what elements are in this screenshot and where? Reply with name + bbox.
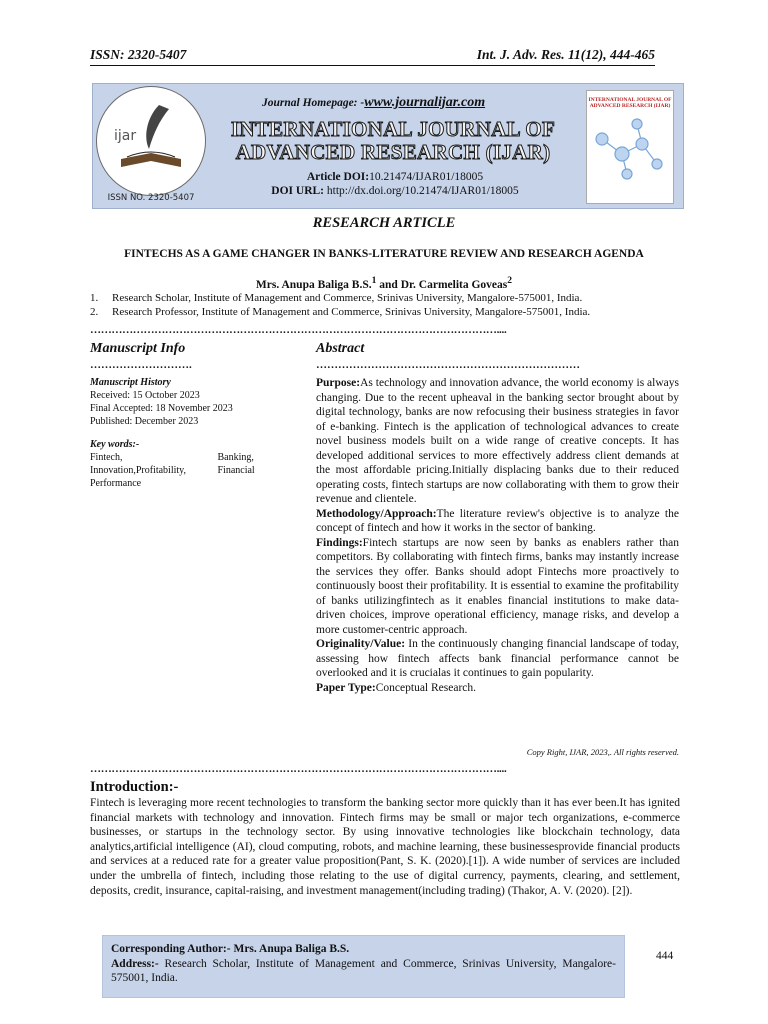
- affiliation-1-text: Research Scholar, Institute of Management and Commerce, Srinivas University, Mangalore-575001, India.: [112, 292, 583, 304]
- affiliation-2: [90, 306, 590, 318]
- findings-label: Findings:: [316, 536, 363, 549]
- keywords-label: Key words:-: [90, 439, 140, 450]
- keyword: Financial: [217, 465, 255, 476]
- abstract-dots: ………………………………………………………………: [316, 359, 580, 371]
- authors: [0, 275, 768, 291]
- paper-title: FINTECHS AS A GAME CHANGER IN BANKS-LITERATURE REVIEW AND RESEARCH AGENDA: [124, 248, 644, 260]
- introduction-text: Fintech is leveraging more recent technologies to transform the banking sector more quickly than it has ever been.It has ignited financial markets with technology and innovation. Fintech firms may be small or major tech organizations, e-commerce businesses, or startups in the technology sector. By using innovative technologies like blockchain technology, data analytics,artificial intelligence (AI), cloud computing, robots, and machine learning, these businessesprovide financial products and services at a reduced rate for a greater value proposition(Pant, S. K. (2020).[1]). A wide number of services are included under the umbrella of fintech, including those relating to the use of digital currency, payments, clearing, and settlement, deposits, credit, insurance, capital-raising, and investment management(including trading) (Thakor, A. V. (2020). [2]).: [90, 797, 680, 897]
- author-1: Mrs. Anupa Baliga B.S.: [255, 278, 372, 291]
- affiliation-2-text: Research Professor, Institute of Management and Commerce, Srinivas University, Mangalore-575001, India.: [112, 306, 591, 318]
- homepage-link[interactable]: www.journalijar.com: [364, 95, 486, 110]
- doi-label: Article DOI:: [306, 171, 370, 183]
- abstract-body: [316, 376, 679, 695]
- ijar-logo: [96, 86, 206, 196]
- corresponding-author-box: [102, 935, 625, 998]
- authors-and: and: [376, 278, 401, 291]
- author-2: Dr. Carmelita Goveas: [400, 278, 508, 291]
- manuscript-info: [90, 376, 265, 490]
- keyword: Performance: [90, 478, 142, 489]
- method-label: Methodology/Approach:: [316, 507, 437, 520]
- received-date: Received: 15 October 2023: [90, 390, 200, 401]
- manuscript-dots: ……………………….: [90, 359, 192, 371]
- divider-dots-bottom: ……………………………………………………………………………………………………....: [90, 763, 507, 775]
- accepted-date: Final Accepted: 18 November 2023: [90, 403, 233, 414]
- abstract-heading: Abstract: [316, 341, 365, 356]
- keyword: Banking,: [217, 452, 254, 463]
- doi-value: 10.21474/IJAR01/18005: [369, 171, 484, 183]
- paper-type-label: Paper Type:: [316, 681, 376, 694]
- journal-title-line1: INTERNATIONAL JOURNAL OF: [230, 117, 556, 141]
- journal-cover-image: [586, 90, 674, 204]
- journal-title-line2: ADVANCED RESEARCH (IJAR): [235, 140, 551, 164]
- published-date: Published: December 2023: [90, 416, 199, 427]
- address-label: Address:-: [111, 957, 165, 970]
- purpose-text: As technology and innovation advance, the world economy is always changing. Due to the recent upheaval in the banking sector brought about by digital technology, banks are now refocusing their business strategies in favor of e-banking. Fintech is the application of technological advances to create novel business models built on a wide range of creative concepts. It has developed additional services to more effectively address client demands at the most affordable pricing.Initially displacing banks due to their reduced operating costs, fintech startups are now collaborating with them to grow their revenue and clientele.: [316, 377, 679, 505]
- divider-dots-top: ……………………………………………………………………………………………………....: [90, 324, 507, 336]
- introduction-heading: Introduction:-: [90, 779, 179, 795]
- journal-homepage: [262, 95, 485, 111]
- logo-issn: ISSN NO. 2320-5407: [107, 193, 195, 203]
- purpose-label: Purpose:: [316, 377, 361, 389]
- affiliation-1-num: 1.: [90, 292, 99, 304]
- address-text: Research Scholar, Institute of Management and Commerce, Srinivas University, Mangalore-575001, India.: [111, 957, 616, 984]
- author-1-sup: 1: [371, 275, 377, 286]
- method-text: The literature review's objective is to analyze the concept of fintech and how it works in the sector of banking.: [316, 507, 679, 534]
- doi-url-link[interactable]: http://dx.doi.org/10.21474/IJAR01/18005: [326, 185, 519, 197]
- corr-name: Mrs. Anupa Baliga B.S.: [233, 943, 350, 955]
- paper-type-text: Conceptual Research.: [375, 681, 477, 694]
- doi-url-label: DOI URL:: [271, 185, 325, 197]
- originality-label: Originality/Value:: [316, 638, 406, 650]
- article-type: RESEARCH ARTICLE: [312, 215, 456, 231]
- keyword: Fintech,: [90, 452, 123, 463]
- copyright: Copy Right, IJAR, 2023,. All rights reserved.: [526, 747, 679, 757]
- citation-header: Int. J. Adv. Res. 11(12), 444-465: [476, 47, 655, 62]
- manuscript-info-heading: Manuscript Info: [90, 341, 186, 356]
- issn-header: ISSN: 2320-5407: [90, 47, 187, 62]
- author-2-sup: 2: [507, 275, 513, 286]
- originality-text: In the continuously changing financial landscape of today, assessing how fintech affects bank financial performance cannot be overlooked and it is crucialas it continues to gain popularity.: [316, 638, 679, 679]
- history-label: Manuscript History: [90, 377, 171, 388]
- molecule-icon: [587, 109, 673, 189]
- page-number: 444: [656, 950, 674, 962]
- homepage-label: Journal Homepage: -: [262, 97, 365, 109]
- logo-text: ijar: [114, 128, 137, 144]
- keyword: [178, 477, 266, 490]
- affiliation-2-num: 2.: [90, 306, 99, 318]
- doi-block: [240, 170, 550, 198]
- running-header: [90, 47, 655, 66]
- keywords-list: [90, 451, 265, 490]
- cover-title: INTERNATIONAL JOURNAL OF ADVANCED RESEARCH (IJAR): [588, 97, 672, 109]
- corr-label: Corresponding Author:-: [111, 943, 234, 955]
- findings-text: Fintech startups are now seen by banks as enablers rather than competitors. By collaborating with fintech firms, banks may instantly increase the services they offer. Banks should adopt Fintechs more proactively to continuously boost their profitability. It is essential to examine the profitability of banks utilizingfintech as it enables financial institutions to make data-driven choices, improve operational efficiency, manage risks, and develop a more customer-centric approach.: [316, 536, 679, 636]
- keyword: Innovation,Profitability,: [90, 465, 187, 476]
- journal-title: [218, 118, 568, 164]
- affiliation-1: [90, 292, 582, 304]
